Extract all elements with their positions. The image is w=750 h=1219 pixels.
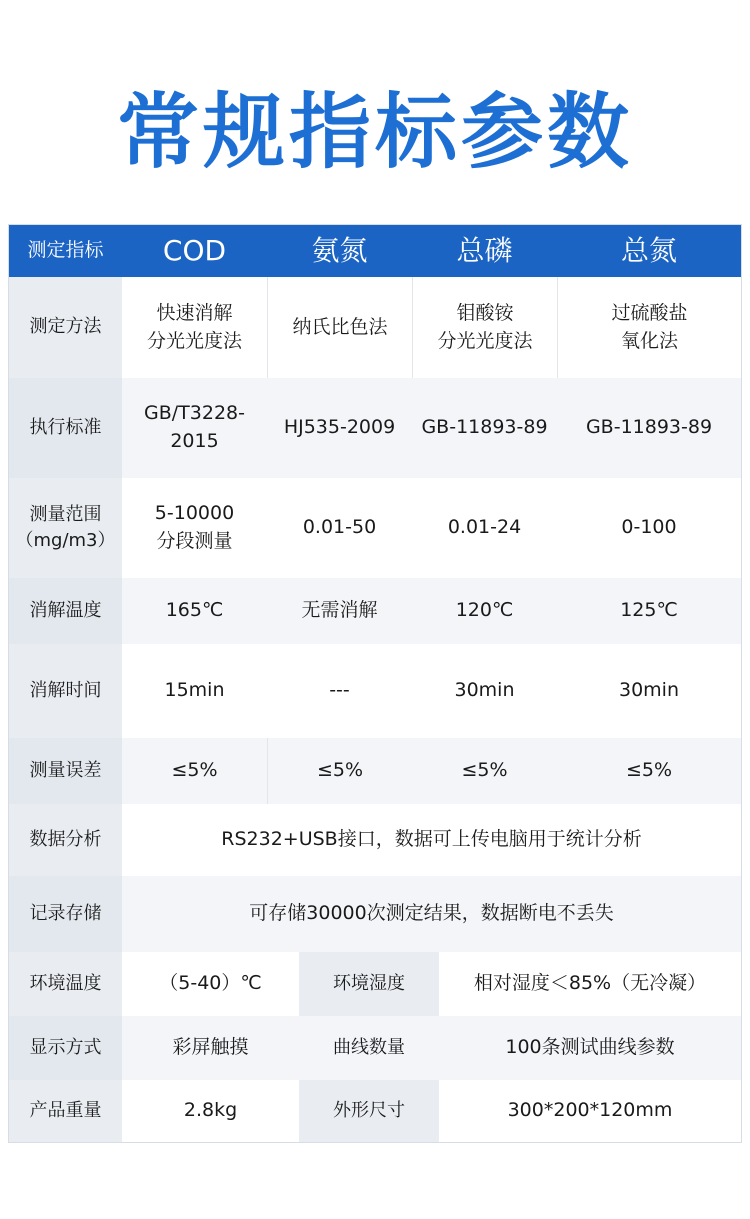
table-cell: GB-11893-89: [412, 378, 557, 478]
table-cell: 5-10000 分段测量: [122, 478, 267, 578]
table-cell: 125℃: [557, 578, 741, 644]
table-cell: HJ535-2009: [267, 378, 412, 478]
table-cell: （5-40）℃: [122, 952, 299, 1016]
row-label: 消解温度: [9, 578, 122, 644]
table-cell: ≤5%: [557, 738, 741, 804]
table-cell: 无需消解: [267, 578, 412, 644]
row-label: 环境温度: [9, 952, 122, 1016]
row-label: 显示方式: [9, 1016, 122, 1080]
row-label: 测量范围 （mg/m3）: [9, 478, 122, 578]
parameter-table: [8, 224, 742, 1143]
table-row-standard: [9, 378, 741, 478]
table-cell: GB/T3228- 2015: [122, 378, 267, 478]
table-cell: 彩屏触摸: [122, 1016, 299, 1080]
row-label: 消解时间: [9, 644, 122, 738]
table-row-digestion-temp: [9, 578, 741, 644]
table-row-method: [9, 277, 741, 378]
table-cell: 120℃: [412, 578, 557, 644]
table-cell: 15min: [122, 644, 267, 738]
row-label: 记录存储: [9, 876, 122, 952]
table-row-storage: [9, 876, 741, 952]
table-cell: 可存储30000次测定结果，数据断电不丢失: [122, 876, 741, 952]
table-cell: GB-11893-89: [557, 378, 741, 478]
table-cell: ≤5%: [122, 738, 267, 804]
table-cell: 30min: [412, 644, 557, 738]
header-ammonia-nitrogen: 氨氮: [311, 233, 368, 267]
table-cell: ≤5%: [412, 738, 557, 804]
table-cell: ---: [267, 644, 412, 738]
table-cell: 300*200*120mm: [439, 1080, 741, 1142]
row-label: 曲线数量: [299, 1016, 439, 1080]
table-cell: 2.8kg: [122, 1080, 299, 1142]
table-cell: ≤5%: [267, 738, 412, 804]
row-label: 外形尺寸: [299, 1080, 439, 1142]
table-cell: 30min: [557, 644, 741, 738]
table-row-environment: [9, 952, 741, 1016]
header-total-nitrogen: 总氮: [620, 233, 677, 267]
row-label: 测定方法: [9, 277, 122, 378]
table-cell: 相对湿度＜85%（无冷凝）: [439, 952, 741, 1016]
row-label: 执行标准: [9, 378, 122, 478]
table-row-display: [9, 1016, 741, 1080]
table-row-data-analysis: [9, 804, 741, 876]
row-label: 环境湿度: [299, 952, 439, 1016]
table-cell: 0.01-24: [412, 478, 557, 578]
header-total-phosphorus: 总磷: [456, 233, 513, 267]
table-row-error: [9, 738, 741, 804]
header-cod: COD: [162, 233, 227, 267]
row-label: 数据分析: [9, 804, 122, 876]
table-cell: 165℃: [122, 578, 267, 644]
header-label: 测定指标: [9, 225, 122, 277]
table-cell: 过硫酸盐 氧化法: [557, 277, 741, 378]
row-label: 产品重量: [9, 1080, 122, 1142]
table-cell: 钼酸铵 分光光度法: [412, 277, 557, 378]
row-label: 测量误差: [9, 738, 122, 804]
table-cell: 0-100: [557, 478, 741, 578]
table-row-digestion-time: [9, 644, 741, 738]
table-row-weight: [9, 1080, 741, 1142]
page-title: 常规指标参数: [116, 85, 633, 180]
table-cell: 纳氏比色法: [267, 277, 412, 378]
table-cell: 100条测试曲线参数: [439, 1016, 741, 1080]
table-header-row: [9, 225, 741, 277]
table-cell: 快速消解 分光光度法: [122, 277, 267, 378]
table-cell: RS232+USB接口，数据可上传电脑用于统计分析: [122, 804, 741, 876]
table-row-range: [9, 478, 741, 578]
table-cell: 0.01-50: [267, 478, 412, 578]
